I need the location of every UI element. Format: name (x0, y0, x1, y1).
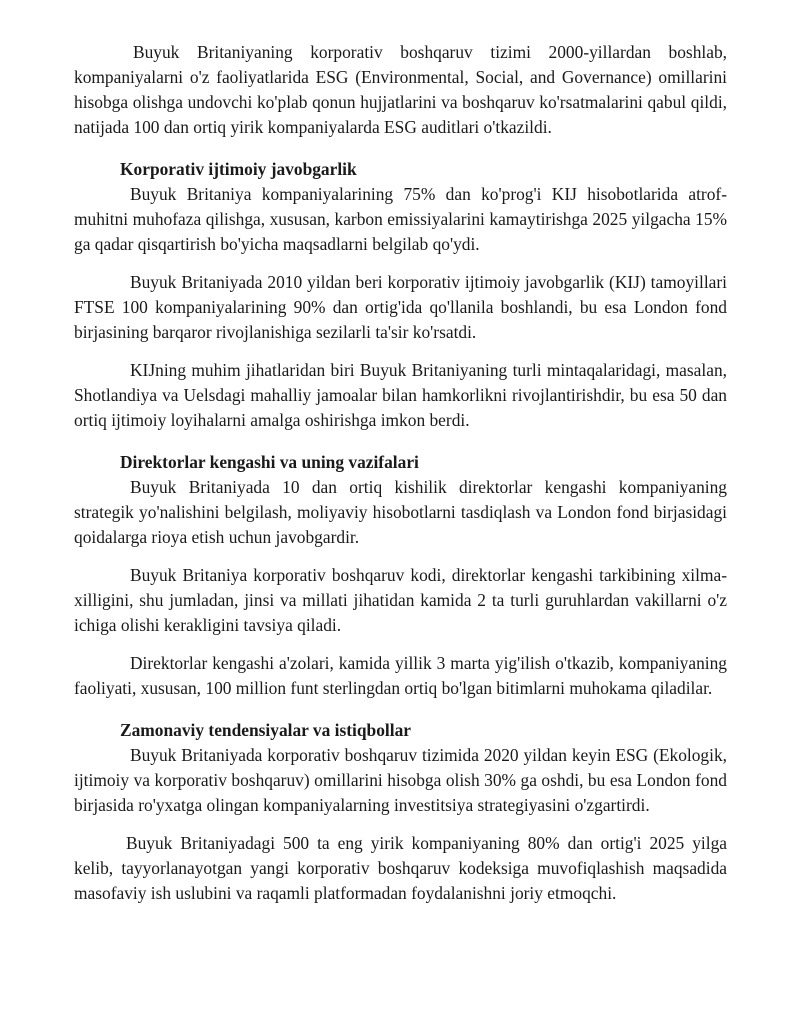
section-heading-board: Direktorlar kengashi va uning vazifalari (120, 452, 419, 472)
board-paragraph-3: Direktorlar kengashi a'zolari, kamida yillik 3 marta yig'ilish o'tkazib, kompaniyaning faoliyati, xususan, 100 million funt sterlingdan ortiq bo'lgan bitimlarni muhokama qiladilar. (74, 653, 727, 698)
board-paragraph-2: Buyuk Britaniya korporativ boshqaruv kodi, direktorlar kengashi tarkibining xilma-xilligini, shu jumladan, jinsi va millati jihatidan kamida 2 ta turli guruhlardan vakillarni o'z ichiga olishi kerakligini tavsiya qiladi. (74, 565, 727, 635)
board-paragraph-1: Buyuk Britaniyada 10 dan ortiq kishilik direktorlar kengashi kompaniyaning strategik yo'nalishini belgilash, moliyaviy hisobotlarni tasdiqlash va London fond birjasidagi qoidalarga rioya etish uchun javobgardir. (74, 477, 727, 547)
csr-paragraph-1: Buyuk Britaniya kompaniyalarining 75% dan ko'prog'i KIJ hisobotlarida atrof-muhitni muhofaza qilishga, xususan, karbon emissiyalarini kamaytirishga 2025 yilgacha 15% ga qadar qisqartirish bo'yicha maqsadlarni belgilab qo'ydi. (74, 184, 727, 254)
trends-paragraph-1: Buyuk Britaniyada korporativ boshqaruv tizimida 2020 yildan keyin ESG (Ekologik, ijtimoiy va korporativ boshqaruv) omillarini hisobga olish 30% ga oshdi, bu esa London fond birjasida ro'yxatga olingan kompaniyalarning investitsiya strategiyasini o'zgartirdi. (74, 745, 727, 815)
csr-paragraph-3: KIJning muhim jihatlaridan biri Buyuk Britaniyaning turli mintaqalaridagi, masalan, Shotlandiya va Uelsdagi mahalliy jamoalar bilan hamkorlikni rivojlantirishdir, bu esa 50 dan ortiq ijtimoiy loyihalarni amalga oshirishga imkon berdi. (74, 360, 727, 430)
section-heading-csr: Korporativ ijtimoiy javobgarlik (120, 159, 357, 179)
section-heading-trends: Zamonaviy tendensiyalar va istiqbollar (120, 720, 412, 740)
csr-paragraph-2: Buyuk Britaniyada 2010 yildan beri korporativ ijtimoiy javobgarlik (KIJ) tamoyillari FTSE 100 kompaniyalarining 90% dan ortig'ida qo'llanila boshlandi, bu esa London fond birjasining barqaror rivojlanishiga sezilarli ta'sir ko'rsatdi. (74, 272, 727, 342)
trends-paragraph-2: Buyuk Britaniyadagi 500 ta eng yirik kompaniyaning 80% dan ortig'i 2025 yilga kelib, tayyorlanayotgan yangi korporativ boshqaruv kodeksiga muvofiqlashish maqsadida masofaviy ish uslubini va raqamli platformadan foydalanishni joriy etmoqchi. (74, 833, 727, 903)
intro-paragraph: Buyuk Britaniyaning korporativ boshqaruv tizimi 2000-yillardan boshlab, kompaniyalarni o'z faoliyatlarida ESG (Environmental, Social, and Governance) omillarini hisobga olishga undovchi ko'plab qonun hujjatlarini va boshqaruv ko'rsatmalarini qabul qildi, natijada 100 dan ortiq yirik kompaniyalarda ESG auditlari o'tkazildi. (74, 42, 727, 137)
